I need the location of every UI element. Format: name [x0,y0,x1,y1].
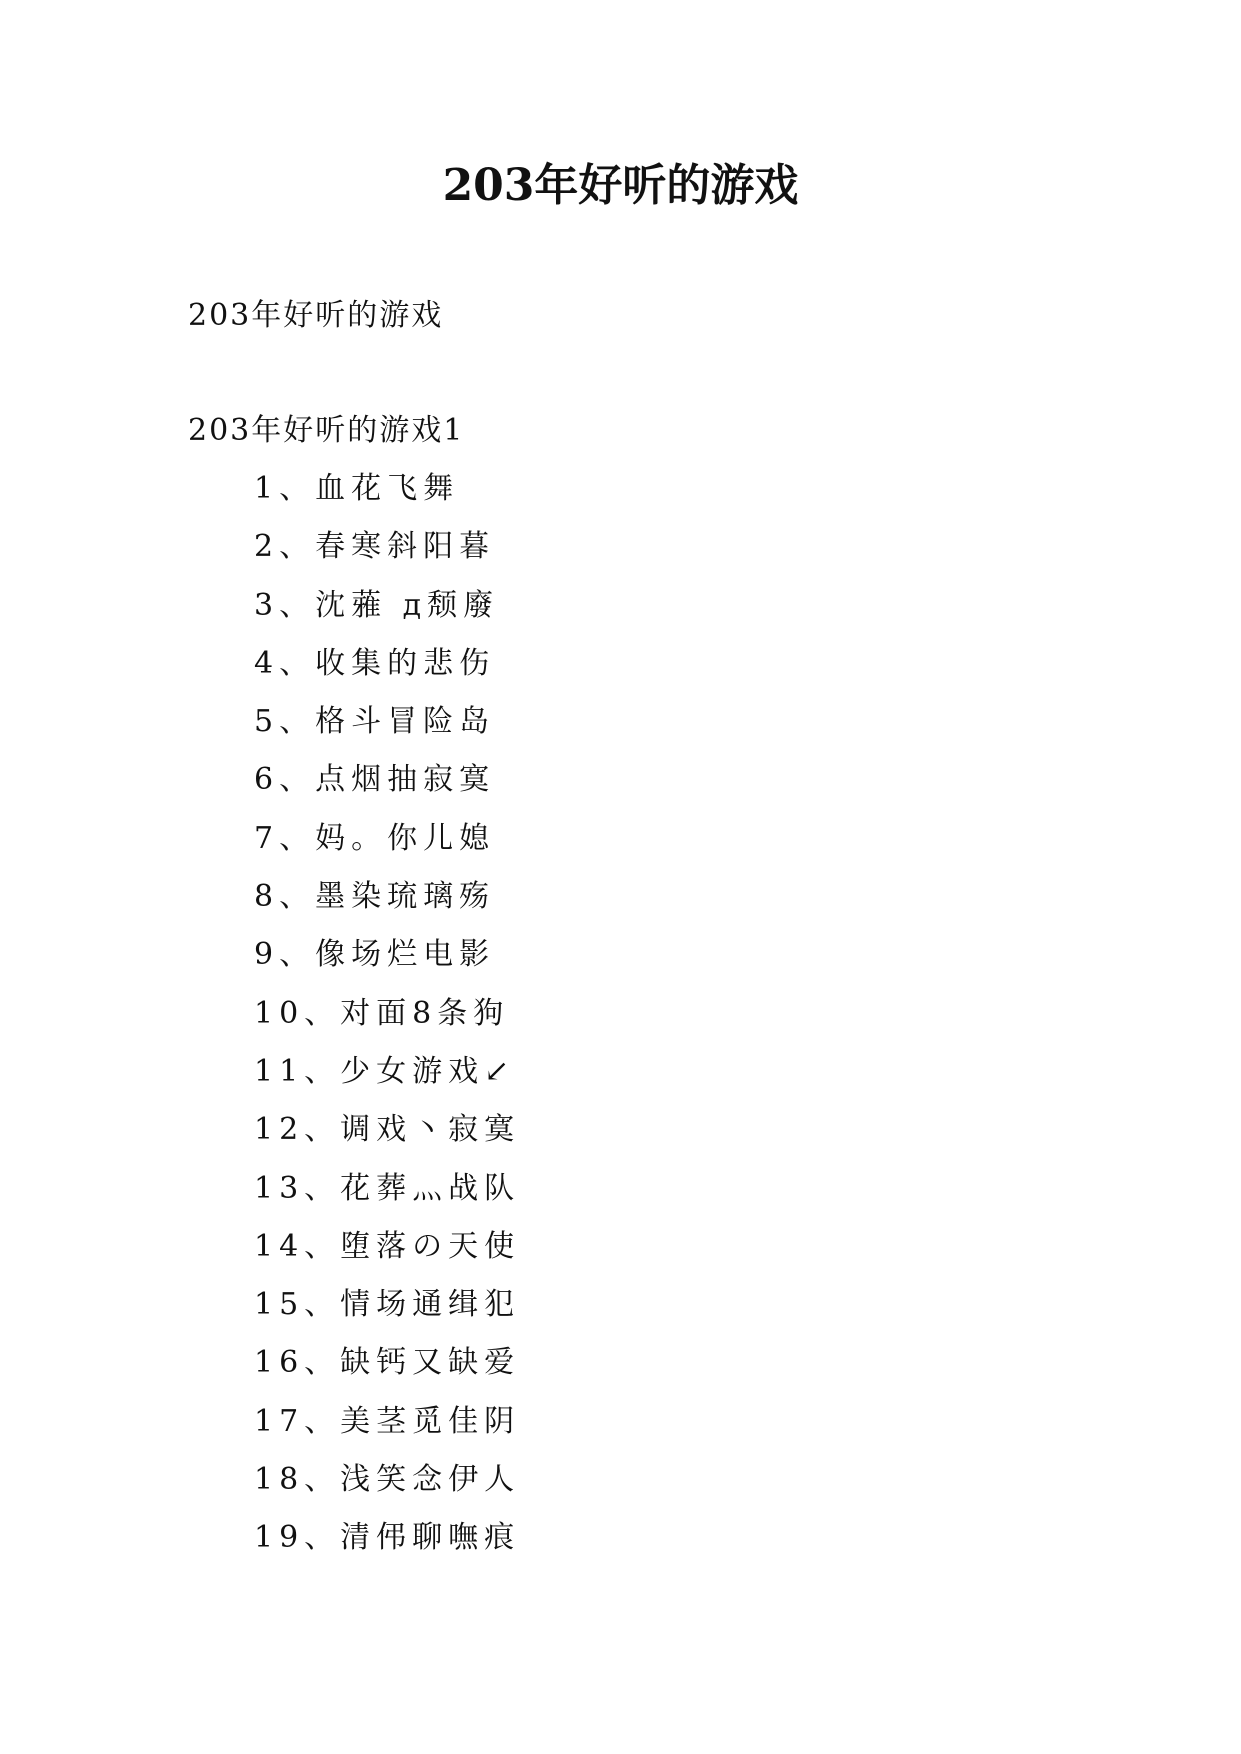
document-title: 203年好听的游戏 [442,160,799,211]
list-item: 3、沈蕥 д颓廢 [254,587,500,623]
list-item: 13、花葬灬战队 [254,1170,521,1206]
list-item: 14、堕落の天使 [254,1228,521,1264]
list-item: 8、墨染琉璃殇 [254,879,496,915]
list-item: 2、春寒斜阳暮 [254,529,496,565]
list-item: 10、对面8条狗 [254,995,510,1031]
list-item: 9、像场烂电影 [254,937,496,973]
list-item: 11、少女游戏↙ [254,1053,516,1089]
game-name-list [254,469,520,1577]
list-item: 7、妈。你儿媳 [254,820,496,856]
list-item: 12、调戏丶寂寞 [254,1112,521,1148]
list-item: 15、情场通缉犯 [254,1287,521,1323]
list-item: 4、收集的悲伤 [254,645,496,681]
list-item: 6、点烟抽寂寞 [254,762,496,798]
list-item: 16、缺钙又缺爱 [254,1345,521,1381]
section-heading: 203年好听的游戏1 [188,413,465,448]
list-item: 18、浅笑念伊人 [254,1462,521,1498]
list-item: 5、格斗冒险岛 [254,704,496,740]
list-item: 1、血花飞舞 [254,471,460,506]
document-subtitle: 203年好听的游戏 [188,298,444,333]
list-item: 19、清伄聊嘸痕 [254,1520,521,1556]
list-item: 17、美茎觅佳阴 [254,1403,521,1439]
